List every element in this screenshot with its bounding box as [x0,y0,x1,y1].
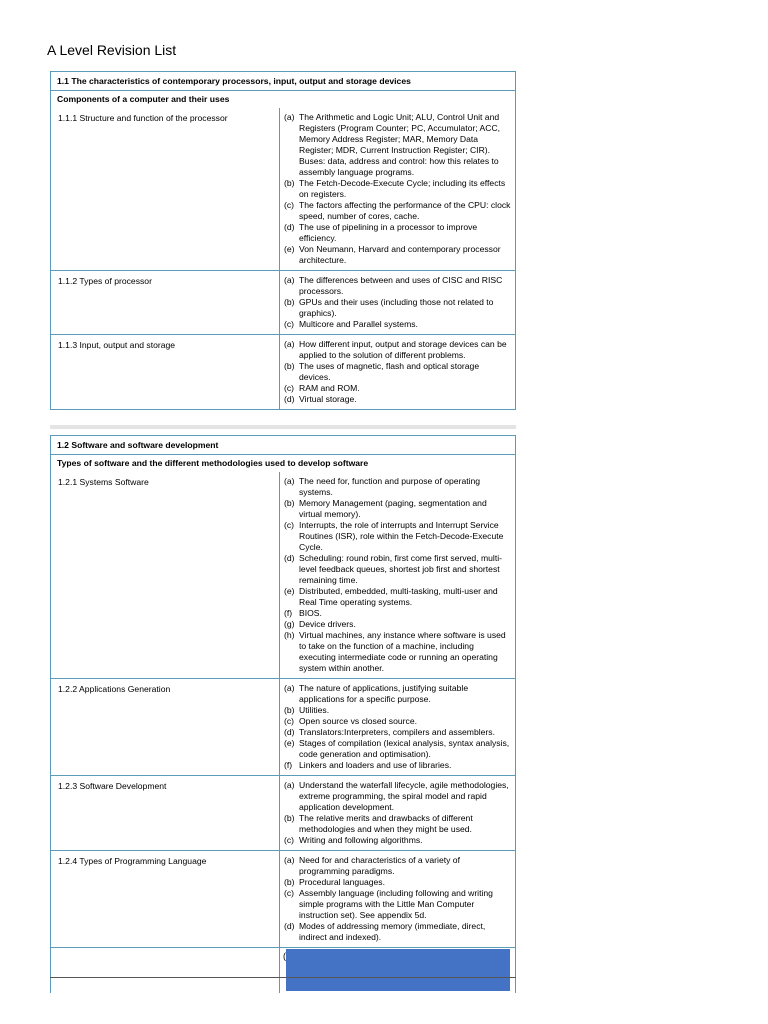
point-text: Von Neumann, Harvard and contemporary processor architecture. [299,244,501,265]
point-item [284,835,511,846]
point-text: The relative merits and drawbacks of different methodologies and when they might be used. [299,813,473,834]
point-letter: (c) [284,319,295,329]
point-text: Virtual machines, any instance where software is used to take on the function of a machine, including executing intermediate code or running an operating system within another. [299,630,506,673]
topic-points [280,679,515,775]
point-item [284,553,511,586]
point-letter: (b) [284,498,295,508]
point-text: Writing and following algorithms. [299,835,423,845]
point-text: Need for and characteristics of a variety of programming paradigms. [299,855,460,876]
point-letter: (a) [284,855,295,865]
point-letter: (c) [284,200,295,210]
point-item [284,383,511,394]
spec-table-1-1 [50,71,516,410]
point-item [284,200,511,222]
point-text: The differences between and uses of CISC and RISC processors. [299,275,503,296]
point-letter: (d) [284,222,295,232]
point-letter: (c) [284,888,295,898]
section-items [51,108,515,409]
point-letter: (b) [284,705,295,715]
point-letter: (a) [284,339,295,349]
topic-row [51,850,515,947]
point-letter: (d) [284,921,295,931]
point-item [284,630,511,674]
point-item [284,877,511,888]
point-letter: (b) [284,361,295,371]
topic-points [280,335,515,409]
point-item [284,921,511,943]
spec-table-1-2 [50,435,516,993]
topic-row [51,270,515,334]
topic-row [51,108,515,270]
topic-label: 1.1.3 Input, output and storage [51,335,280,409]
point-item [284,339,511,361]
point-text: Stages of compilation (lexical analysis, syntax analysis, code generation and optimisation). [299,738,510,759]
section-subheading: Components of a computer and their uses [51,90,515,108]
point-item [284,394,511,405]
point-text: BIOS. [299,608,322,618]
point-letter: (c) [284,520,295,530]
point-letter: (d) [284,553,295,563]
point-text: Memory Management (paging, segmentation and virtual memory). [299,498,487,519]
point-text: GPUs and their uses (including those not related to graphics). [299,297,494,318]
point-item [284,178,511,200]
topic-row [51,334,515,409]
cut-off-letter: ( [283,951,286,961]
page-break [50,425,516,429]
topic-row [51,775,515,850]
point-item [284,716,511,727]
point-item [284,297,511,319]
point-text: The factors affecting the performance of the CPU: clock speed, number of cores, cache. [299,200,511,221]
point-item [284,586,511,608]
point-item [284,683,511,705]
point-item [284,760,511,771]
topic-points [280,108,515,270]
point-text: The nature of applications, justifying suitable applications for a specific purpose. [299,683,469,704]
topic-points [280,472,515,678]
point-item [284,608,511,619]
point-item [284,705,511,716]
point-letter: (c) [284,835,295,845]
point-item [284,888,511,921]
point-letter: (e) [284,244,295,254]
cut-off-row [51,947,515,993]
point-letter: (d) [284,727,295,737]
topic-row [51,678,515,775]
topic-label: 1.2.4 Types of Programming Language [51,851,280,947]
point-text: The Fetch-Decode-Execute Cycle; including its effects on registers. [299,178,506,199]
point-letter: (c) [284,383,295,393]
point-text: Device drivers. [299,619,356,629]
section-subheading: Types of software and the different methodologies used to develop software [51,454,515,472]
point-text: Scheduling: round robin, first come first served, multi-level feedback queues, shortest job first and shortest remaining time. [299,553,502,585]
document-title: A Level Revision List [47,42,177,58]
point-item [284,780,511,813]
points-cell [280,948,515,993]
point-item [284,727,511,738]
point-text: Virtual storage. [299,394,357,404]
point-text: The use of pipelining in a processor to improve efficiency. [299,222,478,243]
point-text: The Arithmetic and Logic Unit; ALU, Control Unit and Registers (Program Counter; PC, Accumulator; ACC, Memory Address Register; MAR, Memory Data Register; MDR, Current Instruction Register; CIR). Buses: data, address and control: how this relates to assembly language programs. [299,112,501,177]
point-item [284,619,511,630]
topic-label: 1.2.1 Systems Software [51,472,280,678]
point-letter: (a) [284,275,295,285]
point-letter: (a) [284,476,295,486]
point-item [284,498,511,520]
point-item [284,275,511,297]
point-item [284,476,511,498]
point-letter: (d) [284,394,295,404]
topic-points [280,776,515,850]
section-items [51,472,515,947]
point-text: How different input, output and storage devices can be applied to the solution of different problems. [299,339,507,360]
topic-label: 1.1.2 Types of processor [51,271,280,334]
point-item [284,813,511,835]
point-text: Translators:Interpreters, compilers and assemblers. [299,727,495,737]
topic-label: 1.2.2 Applications Generation [51,679,280,775]
topic-label: 1.2.3 Software Development [51,776,280,850]
point-text: The uses of magnetic, flash and optical storage devices. [299,361,480,382]
point-item [284,222,511,244]
point-text: Utilities. [299,705,330,715]
point-text: Distributed, embedded, multi-tasking, multi-user and Real Time operating systems. [299,586,498,607]
page-bottom-rule [50,977,516,978]
point-letter: (c) [284,716,295,726]
point-text: Procedural languages. [299,877,385,887]
point-item [284,319,511,330]
point-item [284,520,511,553]
point-text: RAM and ROM. [299,383,360,393]
topic-row [51,472,515,678]
point-letter: (b) [284,178,295,188]
topic-points [280,271,515,334]
point-text: Linkers and loaders and use of libraries. [299,760,452,770]
topic-points [280,851,515,947]
point-letter: (f) [284,760,293,770]
topic-cell [51,948,280,993]
point-item [284,855,511,877]
point-letter: (b) [284,877,295,887]
topic-label: 1.1.1 Structure and function of the processor [51,108,280,270]
point-letter: (b) [284,297,295,307]
point-letter: (f) [284,608,293,618]
point-text: Understand the waterfall lifecycle, agile methodologies, extreme programming, the spiral model and rapid application development. [299,780,509,812]
section-heading: 1.1 The characteristics of contemporary processors, input, output and storage devices [57,76,411,86]
point-letter: (e) [284,738,295,748]
point-text: Modes of addressing memory (immediate, direct, indirect and indexed). [299,921,486,942]
point-text: Assembly language (including following and writing simple programs with the Little Man Computer instruction set). See appendix 5d. [299,888,493,920]
point-letter: (a) [284,780,295,790]
point-letter: (a) [284,112,295,122]
point-text: Multicore and Parallel systems. [299,319,418,329]
point-letter: (b) [284,813,295,823]
point-letter: (e) [284,586,295,596]
point-item [284,112,511,178]
point-item [284,738,511,760]
point-item [284,361,511,383]
point-item [284,244,511,266]
point-text: Interrupts, the role of interrupts and Interrupt Service Routines (ISR), role within the Fetch-Decode-Execute Cycle. [299,520,504,552]
point-letter: (a) [284,683,295,693]
blue-overlay-box [286,949,510,991]
point-letter: (h) [284,630,295,640]
point-text: Open source vs closed source. [299,716,417,726]
section-heading: 1.2 Software and software development [57,440,219,450]
point-text: The need for, function and purpose of operating systems. [299,476,481,497]
point-letter: (g) [284,619,295,629]
